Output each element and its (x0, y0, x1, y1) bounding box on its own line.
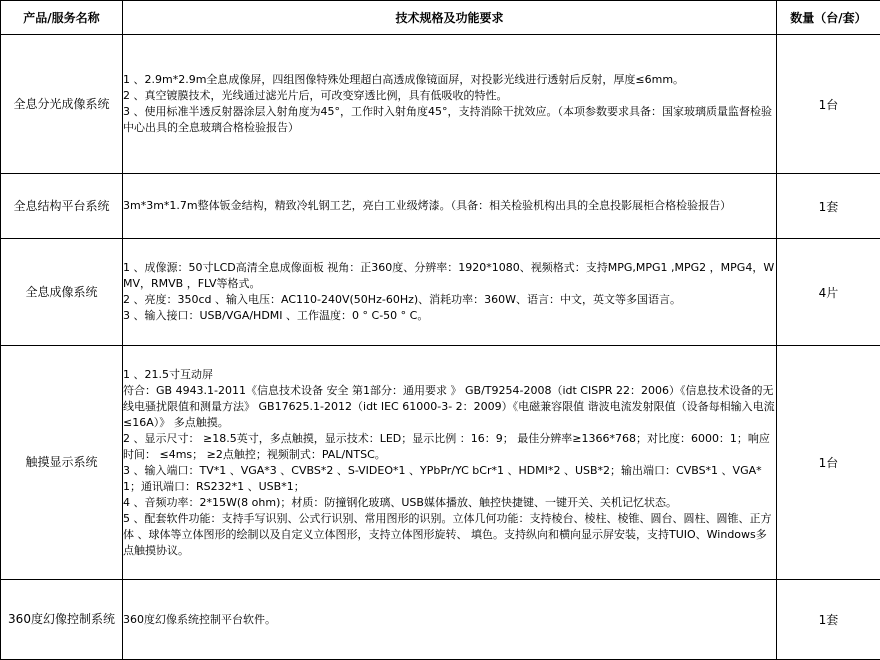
spec-line: 3m*3m*1.7m整体钣金结构，精致冷轧钢工艺，亮白工业级烤漆。（具备：相关检验机构出具的全息投影展柜合格检验报告） (123, 199, 732, 212)
spec-line: 1 、21.5寸互动屏 (123, 367, 213, 381)
header-qty: 数量（台/套） (777, 1, 880, 35)
product-name: 360度幻像控制系统 (1, 580, 123, 660)
spec-cell (123, 346, 777, 580)
spec-line: 3 、输入接口：USB/VGA/HDMI 、工作温度：0 ° C-50 ° C。 (123, 309, 429, 322)
product-name: 全息成像系统 (1, 239, 123, 346)
header-spec: 技术规格及功能要求 (123, 1, 777, 35)
spec-cell (123, 239, 777, 346)
table-row (1, 239, 880, 346)
spec-line: 360度幻像系统控制平台软件。 (123, 612, 276, 626)
product-name: 全息结构平台系统 (1, 174, 123, 239)
spec-cell (123, 35, 777, 174)
header-product: 产品/服务名称 (1, 1, 123, 35)
spec-cell (123, 174, 777, 239)
product-name: 触摸显示系统 (1, 346, 123, 580)
spec-line: 5 、配套软件功能：支持手写识别、公式行识别、常用图形的识别。立体几何功能：支持棱台、棱柱、棱锥、圆台、圆柱、圆锥、正方体 、球体等立体图形的绘制以及自定义立体图形，支持立体图形旋转、 填色。支持纵向和横向显示屏安装，支持TUIO、Windows多点触摸协议。 (123, 511, 772, 557)
spec-line: 3 、输入端口：TV*1 、VGA*3 、CVBS*2 、S-VIDEO*1 、YPbPr/YC bCr*1 、HDMI*2 、USB*2；输出端口：CVBS*1 、VGA*1；通讯端口：RS232*1 、USB*1； (123, 463, 762, 493)
table-row (1, 580, 880, 660)
product-name: 全息分光成像系统 (1, 35, 123, 174)
table-row (1, 35, 880, 174)
spec-line: 4 、音频功率：2*15W(8 ohm)；材质：防撞钢化玻璃、USB媒体播放、触控快捷键、一键开关、关机记忆状态。 (123, 495, 677, 509)
quantity: 1套 (777, 174, 880, 239)
spec-line: 符合：GB 4943.1-2011《信息技术设备 安全 第1部分：通用要求 》 GB/T9254-2008（idt CISPR 22：2006）《信息技术设备的无线电骚扰限值和测量方法》 GB17625.1-2012（idt IEC 61000-3- 2：2009）《电磁兼容限值 谐波电流发射限值（设备每相输入电流≤16A）》 多点触摸。 (123, 383, 775, 429)
quantity: 1台 (777, 35, 880, 174)
spec-cell (123, 580, 777, 660)
spec-line: 2 、显示尺寸： ≥18.5英寸，多点触摸，显示技术：LED；显示比例 ：16：9； 最佳分辨率≥1366*768；对比度：6000：1；响应时间： ≤4ms； ≥2点触控；视频制式：PAL/NTSC。 (123, 431, 770, 461)
spec-line: 3 、使用标准半透反射器涂层入射角度为45°，工作时入射角度45°，支持消除干扰效应。（本项参数要求具备：国家玻璃质量监督检验中心出具的全息玻璃合格检验报告） (123, 105, 772, 134)
spec-line: 1 、2.9m*2.9m全息成像屏，四组图像特殊处理超白高透成像镜面屏，对投影光线进行透射后反射，厚度≤6mm。 (123, 73, 685, 86)
table-row (1, 174, 880, 239)
quantity: 1套 (777, 580, 880, 660)
quantity: 4片 (777, 239, 880, 346)
spec-line: 2 、亮度：350cd 、输入电压：AC110-240V(50Hz-60Hz)、消耗功率：360W、语言：中文，英文等多国语言。 (123, 293, 682, 306)
spec-line: 2 、真空镀膜技术，光线通过滤光片后，可改变穿透比例，具有低吸收的特性。 (123, 89, 508, 102)
table-row (1, 346, 880, 580)
spec-line: 1 、成像源：50寸LCD高清全息成像面板 视角：正360度、分辨率：1920*1080、视频格式：支持MPG,MPG1 ,MPG2 ，MPG4，WMV，RMVB ，FLV等格式。 (123, 261, 775, 290)
header-row (1, 1, 880, 35)
quantity: 1台 (777, 346, 880, 580)
